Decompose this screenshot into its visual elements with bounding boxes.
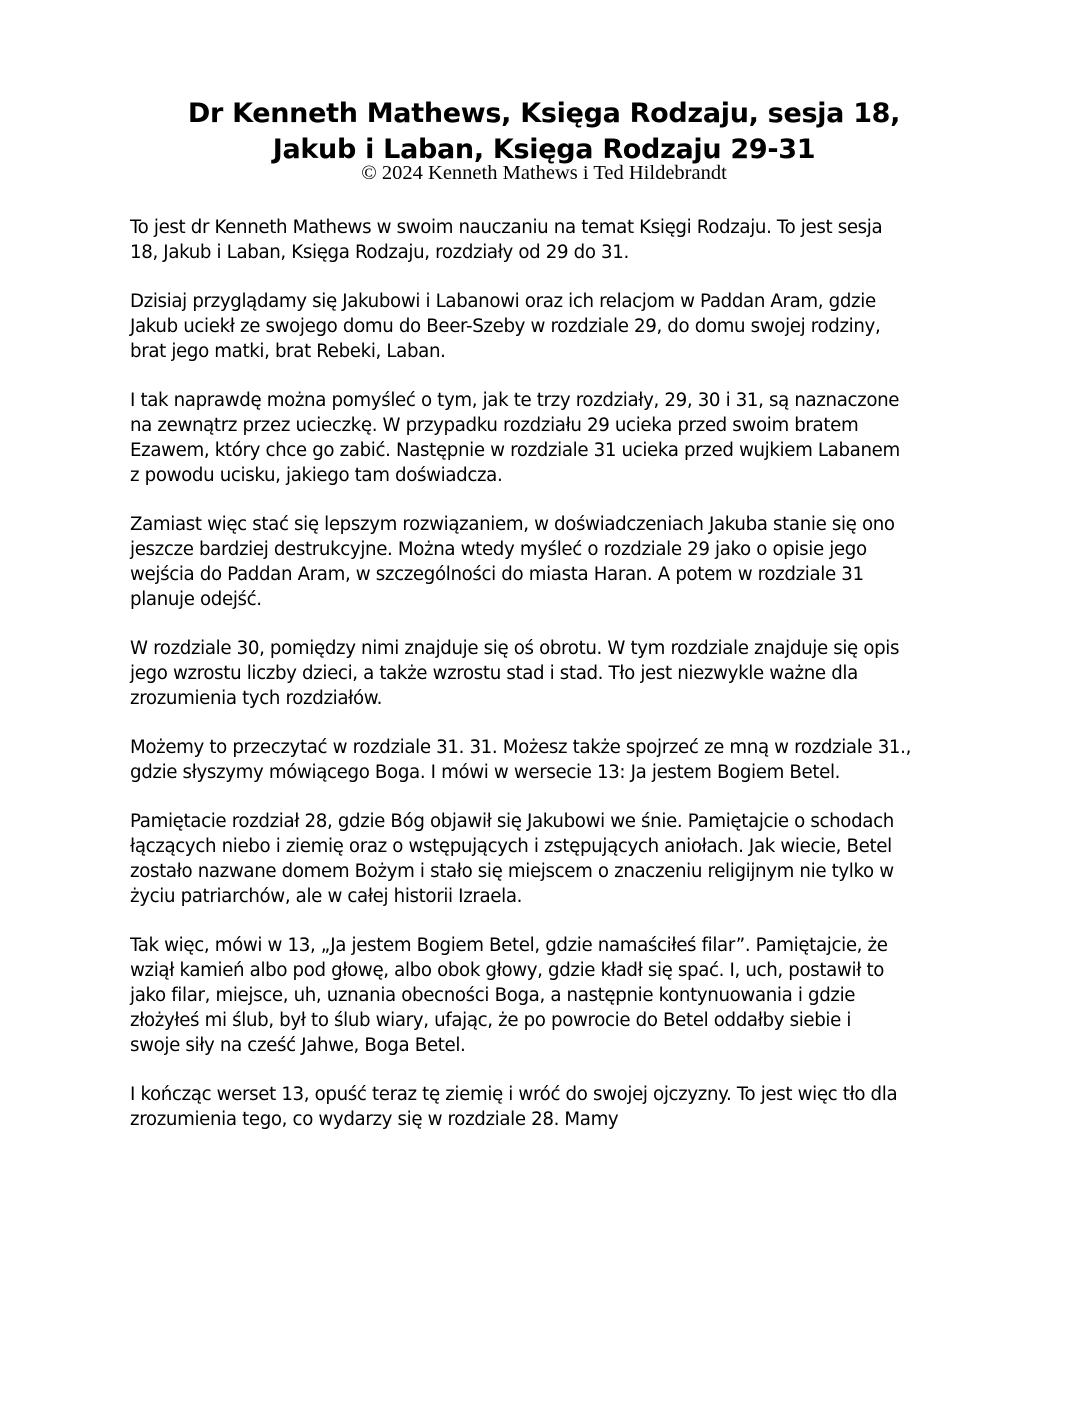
document-title-line-2: Jakub i Laban, Księga Rodzaju 29-31 xyxy=(272,134,816,165)
paragraph: To jest dr Kenneth Mathews w swoim nauczaniu na temat Księgi Rodzaju. To jest sesja 18, Jakub i Laban, Księga Rodzaju, rozdziały od 29 do 31. xyxy=(130,217,883,263)
paragraph: Możemy to przeczytać w rozdziale 31. 31. Możesz także spojrzeć ze mną w rozdziale 31., gdzie słyszymy mówiącego Boga. I mówi w wersecie 13: Ja jestem Bogiem Betel. xyxy=(130,737,912,783)
body-text xyxy=(130,215,960,1156)
paragraph: I tak naprawdę można pomyśleć o tym, jak te trzy rozdziały, 29, 30 i 31, są naznaczone na zewnątrz przez ucieczkę. W przypadku rozdziału 29 ucieka przed swoim bratem Ezawem, który chce go zabić. Następnie w rozdziale 31 ucieka przed wujkiem Labanem z powodu ucisku, jakiego tam doświadcza. xyxy=(130,390,900,486)
paragraph: Pamiętacie rozdział 28, gdzie Bóg objawił się Jakubowi we śnie. Pamiętajcie o schodach łączących niebo i ziemię oraz o wstępujących i zstępujących aniołach. Jak wiecie, Betel zostało nazwane domem Bożym i stało się miejscem o znaczeniu religijnym nie tylko w życiu patriarchów, ale w całej historii Izraela. xyxy=(130,811,894,907)
paragraph: I kończąc werset 13, opuść teraz tę ziemię i wróć do swojej ojczyzny. To jest więc tło dla zrozumienia tego, co wydarzy się w rozdziale 28. Mamy xyxy=(130,1084,898,1130)
document-title-line-1: Dr Kenneth Mathews, Księga Rodzaju, sesja 18, xyxy=(187,98,901,129)
paragraph: Zamiast więc stać się lepszym rozwiązaniem, w doświadczeniach Jakuba stanie się ono jeszcze bardziej destrukcyjne. Można wtedy myśleć o rozdziale 29 jako o opisie jego wejścia do Paddan Aram, w szczególności do miasta Haran. A potem w rozdziale 31 planuje odejść. xyxy=(130,514,895,610)
paragraph: W rozdziale 30, pomiędzy nimi znajduje się oś obrotu. W tym rozdziale znajduje się opis jego wzrostu liczby dzieci, a także wzrostu stad i stad. Tło jest niezwykle ważne dla zrozumienia tych rozdziałów. xyxy=(130,638,900,709)
copyright-notice: © 2024 Kenneth Mathews i Ted Hildebrandt xyxy=(361,162,727,184)
paragraph: Dzisiaj przyglądamy się Jakubowi i Labanowi oraz ich relacjom w Paddan Aram, gdzie Jakub uciekł ze swojego domu do Beer-Szeby w rozdziale 29, do domu swojej rodziny, brat jego matki, brat Rebeki, Laban. xyxy=(130,291,881,362)
paragraph: Tak więc, mówi w 13, „Ja jestem Bogiem Betel, gdzie namaściłeś filar”. Pamiętajcie, że wziął kamień albo pod głowę, albo obok głowy, gdzie kładł się spać. I, uch, postawił to jako filar, miejsce, uh, uznania obecności Boga, a następnie kontynuowania i gdzie złożyłeś mi ślub, był to ślub wiary, ufając, że po powrocie do Betel oddałby siebie i swoje siły na cześć Jahwe, Boga Betel. xyxy=(130,935,888,1056)
title-block xyxy=(0,96,1088,184)
